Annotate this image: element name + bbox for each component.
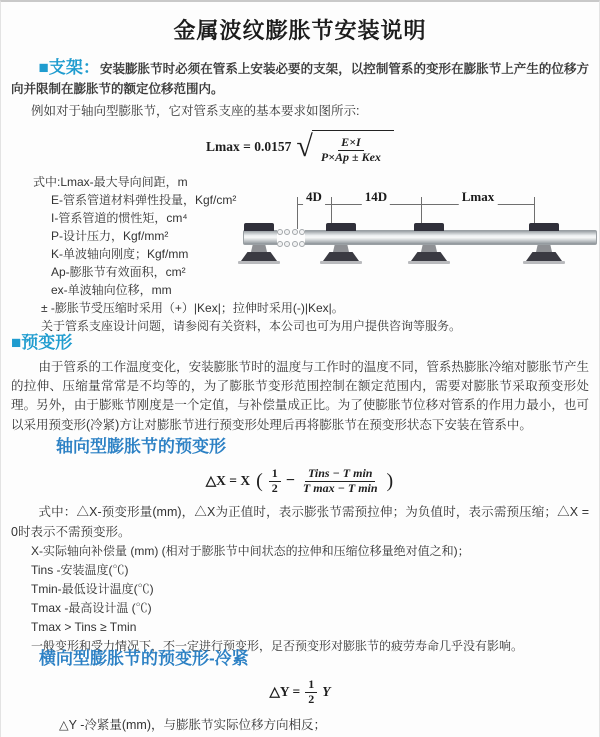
lateral-heading: 横向型膨胀节的预变形-冷紧 bbox=[39, 649, 249, 668]
support-intro-text: 安装膨胀节时必须在管系上安装必要的支架，以控制管系的变形在膨胀节上产生的位移方向并限制在膨胀节的额定位移范围内。 bbox=[11, 62, 589, 96]
pipe-support bbox=[526, 223, 562, 265]
lmax-denominator: P×Ap ± Kex bbox=[320, 149, 381, 164]
lmax-numerator: E×I bbox=[338, 136, 364, 151]
dx-formula-lhs: △X = X bbox=[205, 473, 251, 488]
support-example-line: 例如对于轴向型膨胀节，它对管系支座的基本要求如图所示: bbox=[31, 104, 360, 118]
preform-heading: ■预变形 bbox=[11, 333, 73, 352]
right-paren: ) bbox=[386, 469, 394, 492]
axial-line: Tmax -最高设计温 (℃) bbox=[31, 601, 152, 615]
pipe-anchor-support bbox=[241, 223, 277, 265]
pipe-support bbox=[411, 223, 447, 265]
axial-line: X-实际轴向补偿量 (mm) (相对于膨胀节中间状态的拉伸和压缩位移量绝对值之和)； bbox=[31, 544, 470, 558]
support-heading: ■支架： bbox=[38, 58, 100, 77]
lmax-formula-lhs: Lmax = 0.0157 bbox=[206, 139, 292, 154]
page-title: 金属波纹膨胀节安装说明 bbox=[173, 18, 427, 43]
dimension-line bbox=[297, 204, 534, 205]
lmax-radicand bbox=[312, 130, 394, 165]
axial-line: 一般变形和受力情况下，不一定进行预变形，足否预变形对膨胀节的疲劳寿命几乎没有影响。 bbox=[31, 639, 524, 653]
preform-body: 由于管系的工作温度变化，安装膨胀节时的温度与工作时的温度不同，管系热膨胀冷缩对膨胀节产生的拉伸、压缩量常常是不均等的，为了膨胀节变形范围控制在额定范围内，需要对膨胀节采取预变形处理。另外，由于膨账节刚度是一个定值，与补偿量成正比。为了使膨胀节位移对管系的作用力最小，也可以采用预变形(冷紧)方让对膨胀节进行预变形处理后再将膨胀节在预变形状态下安装在管系中。 bbox=[11, 360, 589, 432]
definition-line: I-管系管道的惯性矩，cm⁴ bbox=[51, 211, 188, 225]
definition-line: K-单波轴向刚度；Kgf/mm bbox=[51, 247, 189, 261]
fraction-numerator: Tins − T min bbox=[305, 467, 376, 482]
minus-sign: − bbox=[285, 472, 295, 489]
one-half-fraction bbox=[269, 467, 281, 496]
axial-heading: 轴向型膨胀节的预变形 bbox=[56, 437, 226, 456]
lmax-fraction bbox=[318, 136, 384, 165]
preform-section bbox=[11, 328, 589, 435]
lateral-note: △Y -冷紧量(mm)，与膨胀节实际位移方向相反； bbox=[59, 718, 327, 732]
lateral-section bbox=[11, 644, 589, 733]
sqrt-radical-icon: √ bbox=[296, 130, 313, 163]
definition-line: ex-单波轴向位移，mm bbox=[51, 283, 172, 297]
dimension-label-lmax: Lmax bbox=[459, 189, 498, 205]
definition-line: 关于管系支座设计问题，请参阅有关资料，本公司也可为用户提供咨询等服务。 bbox=[41, 319, 462, 333]
fraction-denominator: T max − T min bbox=[302, 480, 378, 495]
dimension-tick bbox=[297, 197, 298, 231]
support-intro-paragraph bbox=[11, 58, 589, 99]
dimension-label-14d: 14D bbox=[362, 189, 390, 205]
definition-line: Ap-膨胀节有效面积，cm² bbox=[51, 265, 186, 279]
fraction-denominator: 2 bbox=[271, 480, 278, 495]
dimension-label-4d: 4D bbox=[303, 189, 325, 205]
left-paren: ( bbox=[256, 469, 263, 492]
definition-line: ± -膨胀节受压缩时采用（+）|Kex|；拉伸时采用(-)|Kex|。 bbox=[41, 301, 344, 315]
fraction-denominator: 2 bbox=[308, 691, 315, 706]
one-half-fraction bbox=[305, 678, 317, 707]
temperature-fraction bbox=[300, 467, 381, 496]
axial-line: Tins -安装温度(℃) bbox=[31, 563, 129, 577]
fraction-numerator: 1 bbox=[269, 467, 281, 482]
definition-line: 式中:Lmax-最大导向间距，m bbox=[33, 175, 188, 189]
dy-formula bbox=[11, 677, 589, 707]
definition-line: E-管系管道材料弹性投量，Kgf/cm² bbox=[51, 193, 237, 207]
axial-line: Tmin-最低设计温度(℃) bbox=[31, 582, 154, 596]
bellows-icon bbox=[277, 229, 305, 247]
fraction-numerator: 1 bbox=[305, 678, 317, 693]
dx-formula bbox=[11, 463, 589, 499]
axial-line: Tmax > Tins ≥ Tmin bbox=[31, 620, 137, 634]
lmax-formula bbox=[11, 129, 589, 165]
pipe-support-diagram bbox=[241, 189, 599, 287]
definition-line: P-设计压力，Kgf/mm² bbox=[51, 229, 169, 243]
pipe-support bbox=[323, 223, 359, 265]
axial-section bbox=[11, 432, 589, 656]
dy-formula-lhs: △Y = bbox=[269, 684, 301, 699]
axial-note: 式中：△X-预变形量(mm)，△X为正值时，表示膨张节需预拉伸；为负值时，表示需预压缩；△X = 0时表示不需预变形。 bbox=[11, 505, 589, 539]
dy-formula-rhs: Y bbox=[322, 684, 331, 699]
